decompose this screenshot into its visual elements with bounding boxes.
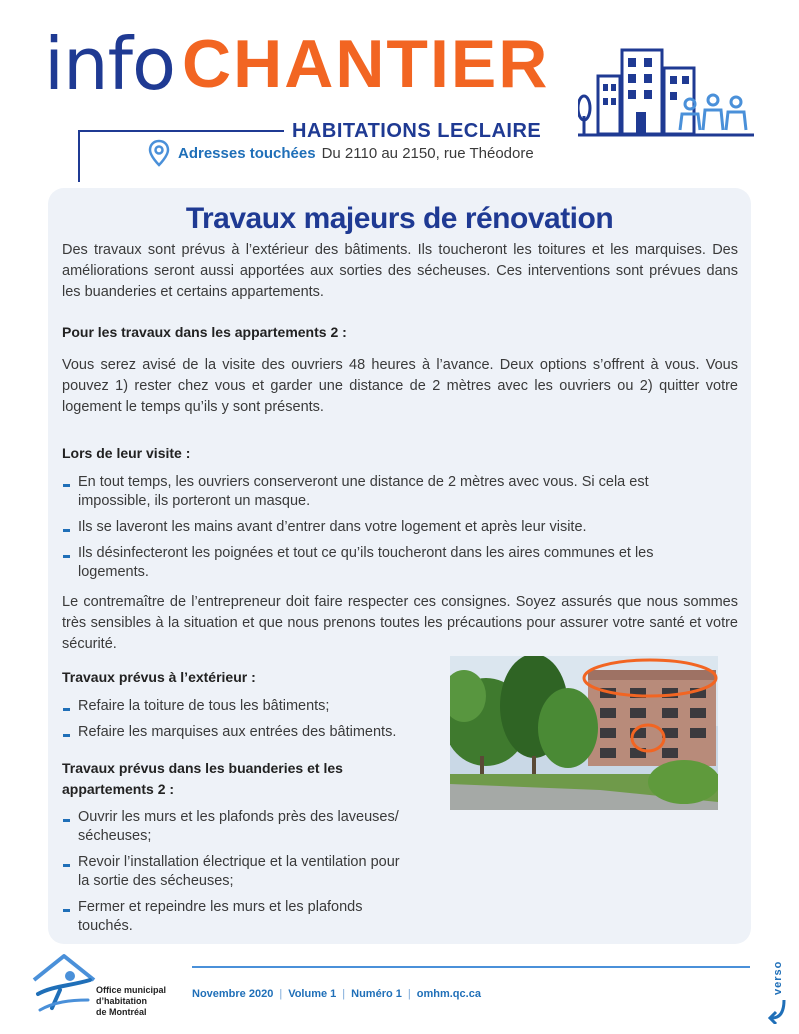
tree-icon (578, 96, 590, 134)
footer-meta (192, 988, 481, 1000)
content-panel (48, 188, 751, 944)
turn-page-arrow-icon[interactable] (766, 970, 792, 1024)
address-value: Du 2110 au 2150, rue Théodore (321, 144, 534, 162)
exterior-heading: Travaux prévus à l’extérieur : (62, 669, 256, 685)
laundry-heading-line2: appartements 2 : (62, 781, 175, 797)
title-chantier: CHANTIER (182, 26, 550, 102)
org-name-line: d’habitation (96, 996, 147, 1006)
laundry-heading-line1: Travaux prévus dans les buanderies et les (62, 760, 343, 776)
issue-number: Numéro 1 (351, 988, 402, 1000)
frame-line-top (78, 130, 284, 132)
location-pin-icon (148, 139, 170, 167)
list-item: Fermer et repeindre les murs et les plafonds touchés. (62, 898, 402, 936)
org-name-line: Office municipal (96, 985, 167, 995)
masthead (0, 0, 799, 190)
list-item: Ils désinfecteront les poignées et tout ce qu’ils toucheront dans les aires communes et les logements. (62, 544, 702, 582)
list-item: En tout temps, les ouvriers conserveront une distance de 2 mètres avec vous. Si cela est impossible, ils porteront un masque. (62, 473, 702, 511)
org-name-line: de Montréal (96, 1007, 147, 1017)
apartments-heading: Pour les travaux dans les appartements 2 : (62, 324, 347, 340)
main-heading: Travaux majeurs de rénovation (185, 202, 614, 235)
list-item: Revoir l’installation électrique et la ventilation pour la sortie des sécheuses; (62, 853, 402, 891)
apartments-paragraph: Vous serez avisé de la visite des ouvriers 48 heures à l’avance. Deux options s’offrent à vous. Vous pouvez 1) rester chez vous et garder une distance de 2 mètres avec les ouvriers ou 2) quitter votre logement le temps qu’ils y sont présents. (62, 357, 738, 415)
website-link[interactable]: omhm.qc.ca (416, 988, 481, 1000)
project-name: HABITATIONS LECLAIRE (292, 120, 542, 142)
visit-list (62, 473, 702, 589)
list-item: Ils se laveront les mains avant d’entrer dans votre logement et après leur visite. (62, 518, 702, 537)
buildings-skyline-icon (578, 42, 754, 140)
visit-heading: Lors de leur visite : (62, 445, 191, 461)
separator: | (342, 988, 346, 1000)
omhm-logo-icon (30, 950, 100, 1016)
list-item: Refaire les marquises aux entrées des bâtiments. (62, 723, 422, 742)
building-photo (450, 656, 718, 810)
exterior-list (62, 697, 422, 749)
issue-date: Novembre 2020 (192, 988, 274, 1000)
laundry-heading (62, 758, 343, 800)
org-name (96, 985, 166, 1018)
separator: | (407, 988, 411, 1000)
title-info: info (44, 22, 176, 106)
list-item: Refaire la toiture de tous les bâtiments; (62, 697, 422, 716)
laundry-list (62, 808, 402, 943)
issue-volume: Volume 1 (288, 988, 337, 1000)
address-row (148, 138, 534, 168)
verso-label: verso (772, 960, 784, 995)
separator: | (279, 988, 283, 1000)
people-icon (680, 95, 746, 130)
intro-paragraph: Des travaux sont prévus à l’extérieur des bâtiments. Ils toucheront les toitures et les marquises. Des améliorations seront aussi apportées aux sorties des sécheuses. Ces interventions sont prévues dans les buanderies et certains appartements. (62, 242, 738, 300)
foreman-paragraph: Le contremaître de l’entrepreneur doit faire respecter ces consignes. Soyez assurés que nous sommes très sensibles à la situation et que nous prenons toutes les précautions pour assurer votre santé et votre sécurité. (62, 594, 738, 652)
address-label: Adresses touchées (178, 144, 316, 162)
list-item: Ouvrir les murs et les plafonds près des laveuses/ sécheuses; (62, 808, 402, 846)
frame-line-left (78, 130, 80, 182)
footer-divider (192, 966, 750, 968)
